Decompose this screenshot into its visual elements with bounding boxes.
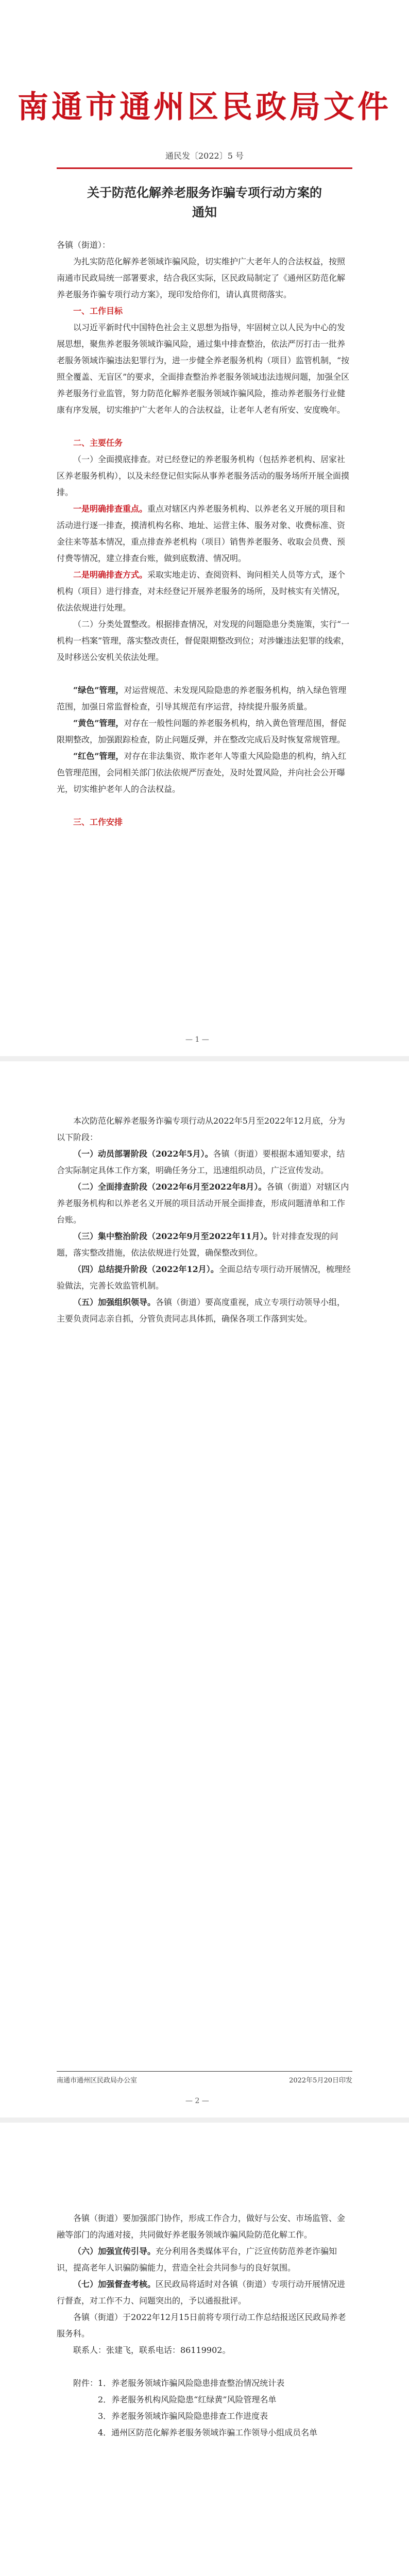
section-3-intro: 本次防范化解养老服务诈骗专项行动从2022年5月至2022年12月底，分为以下阶段：	[57, 1116, 345, 1142]
stage-2-lead: （二）全面排查阶段（2022年6月至2022年8月）。	[73, 1182, 267, 1192]
stage-5-lead: （五）加强组织领导。	[73, 1297, 156, 1307]
para-2-lead: 一是明确排查重点。	[73, 504, 148, 514]
section-2-para-7	[57, 748, 352, 798]
green-text: 对运营规范、未发现风险隐患的养老服务机构，纳入绿色管理范围，加强日常监督检查，引导其规范有序运营，持续提升服务质量。	[57, 685, 347, 711]
salutation: 各镇（街道）：	[57, 240, 111, 250]
section-1-heading: 一、工作目标	[73, 306, 123, 316]
publicity-text: 充分利用各类媒体平台，广泛宣传防范养老诈骗知识，提高老年人识骗防骗能力，营造全社会共同参与的良好氛围。	[57, 2246, 337, 2273]
attachment-1: 1．养老服务领域诈骗风险隐患排查整治情况统计表	[98, 2378, 285, 2388]
para-3-lead: 二是明确排查方式。	[73, 570, 148, 580]
page-3-para-4: 各镇（街道）于2022年12月15日前将专项行动工作总结报送区民政局养老服务科。	[57, 2312, 346, 2338]
contact-line: 联系人：张建飞，联系电话：86119902。	[73, 2345, 231, 2355]
red-lead: “红色”管理，	[73, 751, 124, 761]
yellow-text: 对存在一般性问题的养老服务机构，纳入黄色管理范围，督促限期整改，加强跟踪检查，防止问题反弹，并在整改完成后及时恢复常规管理。	[57, 718, 347, 744]
body-page-2	[57, 1113, 352, 1327]
document-title	[46, 183, 363, 222]
red-text: 对存在非法集资、欺诈老年人等重大风险隐患的机构，纳入红色管理范围，会同相关部门依法依规严厉查处，及时处置风险，并向社会公开曝光，切实维护老年人的合法权益。	[57, 751, 347, 794]
section-3-para-5	[57, 1294, 352, 1327]
body-page-1	[57, 237, 352, 831]
page-number-2: — 2 —	[185, 2097, 209, 2105]
red-header-title: 南通市通州区民政局文件	[18, 89, 391, 125]
section-3-para-2	[57, 1179, 352, 1228]
attachment-3: 3．养老服务领域诈骗风险隐患排查工作进度表	[98, 2411, 268, 2421]
stage-4-lead: （四）总结提升阶段（2022年12月）。	[73, 1264, 219, 1274]
page-separator	[0, 1056, 409, 1061]
section-3-para-1	[57, 1146, 352, 1179]
stage-1-lead: （一）动员部署阶段（2022年5月）。	[73, 1149, 213, 1159]
page-number-1: — 1 —	[185, 1036, 209, 1044]
section-2-para-2	[57, 501, 352, 567]
section-2-heading: 二、主要任务	[73, 438, 123, 448]
section-2-para-5	[57, 682, 352, 715]
stage-2-text: 各镇（街道）对辖区内养老服务机构和以养老名义开展的项目活动开展全面排查，形成问题清单和工作台账。	[57, 1182, 349, 1225]
stage-5-text: 各镇（街道）要高度重视，成立专项行动领导小组，主要负责同志亲自抓，分管负责同志具体抓，确保各项工作落到实处。	[57, 1297, 346, 1324]
stage-3-text: 针对排查发现的问题，落实整改措施，依法依规进行处置，确保整改到位。	[57, 1231, 338, 1258]
section-3-para-3	[57, 1228, 352, 1261]
attachment-4: 4．通州区防范化解养老服务领域诈骗工作领导小组成员名单	[98, 2428, 318, 2437]
page-2-footer	[57, 2071, 352, 2084]
supervision-text: 区民政局将适时对各镇（街道）专项行动开展情况进行督查，对工作不力、问题突出的，予以通报批评。	[57, 2279, 346, 2306]
footer-org: 南通市通州区民政局办公室	[57, 2077, 138, 2084]
para-3-text: 采取实地走访、查阅资料、询问相关人员等方式，逐个机构（项目）进行排查，对未经登记开展养老服务的场所，及时核实有关情况，依法依规进行处理。	[57, 570, 346, 613]
intro-paragraph: 为扎实防范化解养老领域诈骗风险，切实维护广大老年人的合法权益，按照南通市民政局统一部署要求，结合我区实际，区民政局制定了《通州区防范化解养老服务诈骗专项行动方案》，现印发给你们，请认真贯彻落实。	[57, 257, 346, 299]
stage-1-text: 各镇（街道）要根据本通知要求，结合实际制定具体工作方案，明确任务分工，迅速组织动员，广泛宣传发动。	[57, 1149, 345, 1175]
footer-date: 2022年5月20日印发	[289, 2077, 352, 2084]
page-1	[0, 0, 409, 1056]
page-2	[0, 1061, 409, 2117]
section-2-para-6	[57, 715, 352, 748]
yellow-lead: “黄色”管理，	[73, 718, 124, 728]
attachment-2: 2．养老服务机构风险隐患“红绿黄”风险管理名单	[98, 2395, 277, 2404]
page-3-para-2	[57, 2243, 352, 2276]
document-number: 通民发〔2022〕5 号	[165, 151, 244, 161]
title-line-2: 通知	[192, 205, 217, 219]
red-divider-line	[57, 167, 352, 169]
page-separator	[0, 2117, 409, 2123]
section-3-heading: 三、工作安排	[73, 817, 123, 827]
section-3-para-4	[57, 1261, 352, 1294]
attachments-lead: 附件：	[73, 2378, 98, 2388]
section-2-para-3	[57, 567, 352, 616]
stage-3-lead: （三）集中整治阶段（2022年9月至2022年11月）。	[73, 1231, 272, 1241]
section-2-para-4: （二）分类处置整改。根据排查情况，对发现的问题隐患分类施策，实行“一机构一档案”管理，落实整改责任，督促限期整改到位；对涉嫌违法犯罪的线索，及时移送公安机关依法处理。	[57, 619, 350, 662]
para-2-text: 重点对辖区内养老服务机构、以养老名义开展的项目和活动进行逐一排查，摸清机构名称、地址、运营主体、服务对象、收费标准、资金往来等基本情况，重点排查养老机构（项目）销售养老服务、收取会员费、预付费等情况，建立排查台账，做到底数清、情况明。	[57, 504, 346, 563]
section-2-para-1: （一）全面摸底排查。对已经登记的养老服务机构（包括养老机构、居家社区养老服务机构），以及未经登记但实际从事养老服务活动的服务场所开展全面摸排。	[57, 454, 350, 497]
body-page-3	[57, 2210, 352, 2441]
page-3-para-3	[57, 2276, 352, 2309]
page-3	[0, 2123, 409, 2576]
green-lead: “绿色”管理，	[73, 685, 124, 695]
supervision-lead: （七）加强督查考核。	[73, 2279, 156, 2289]
publicity-lead: （六）加强宣传引导。	[73, 2246, 156, 2256]
stage-4-text: 全面总结专项行动开展情况，梳理经验做法，完善长效监管机制。	[57, 1264, 351, 1291]
page-3-para-1: 各镇（街道）要加强部门协作，形成工作合力，做好与公安、市场监管、金融等部门的沟通对接，共同做好养老服务领域诈骗风险防范化解工作。	[57, 2213, 346, 2240]
attachments-block	[57, 2375, 352, 2392]
title-line-1: 关于防范化解养老服务诈骗专项行动方案的	[87, 185, 322, 200]
section-1-body: 以习近平新时代中国特色社会主义思想为指导，牢固树立以人民为中心的发展思想，聚焦养老服务领域诈骗风险，通过集中排查整治，依法严厉打击一批养老服务领域诈骗违法犯罪行为，进一步健全养老服务机构（项目）监管机制，“按照全覆盖、无盲区”的要求，全面排查整治养老服务领域违法违规问题，加强全区养老服务行业监管，努力防范化解养老服务领域诈骗风险，推动养老服务行业健康有序发展，切实维护广大老年人的合法权益，让老年人老有所安、安度晚年。	[57, 323, 350, 415]
